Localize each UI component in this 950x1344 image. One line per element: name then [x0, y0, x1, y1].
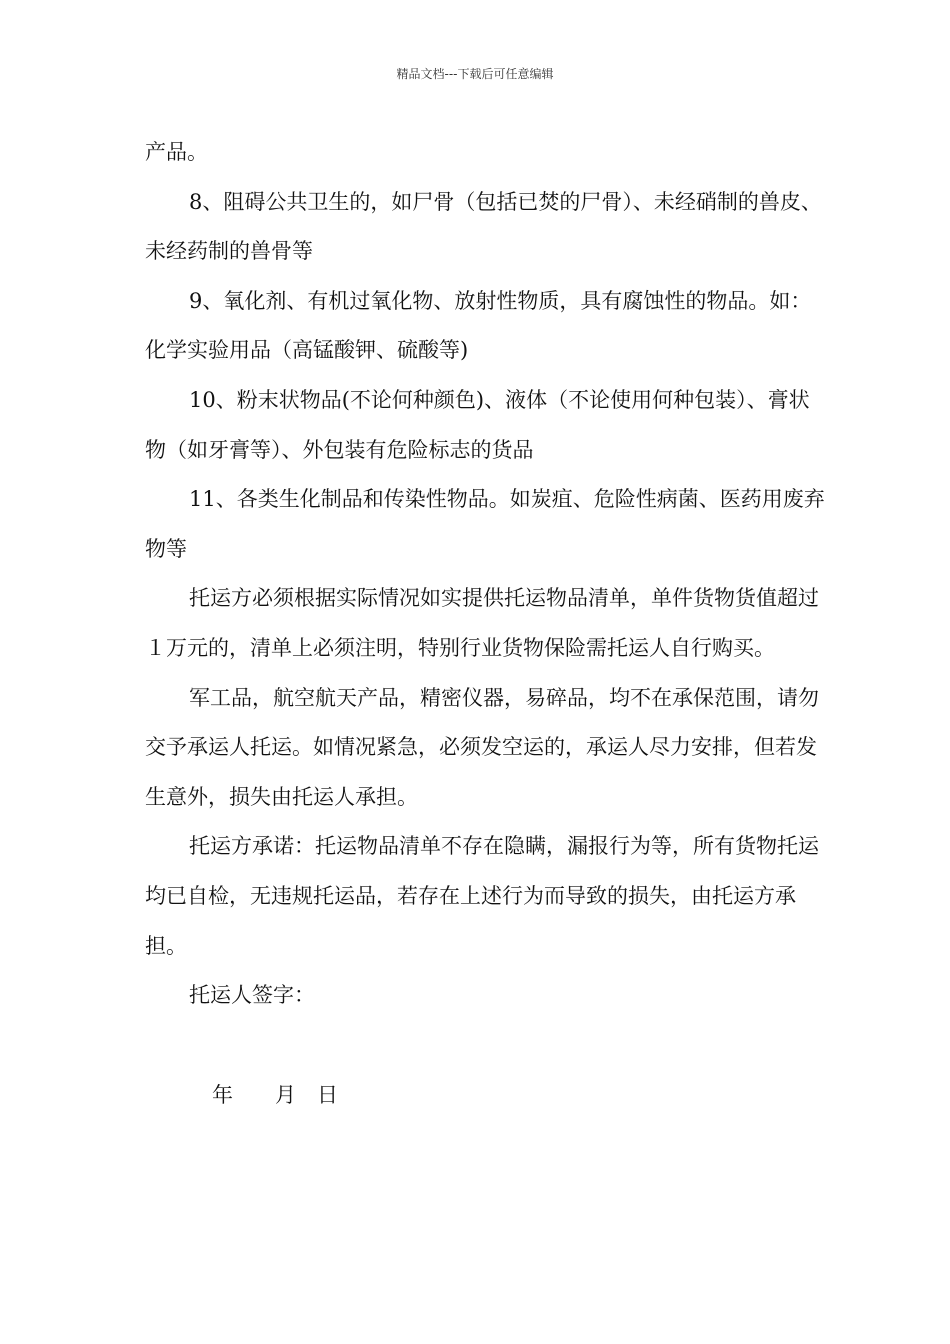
- paragraph-commitment: 托运方承诺：托运物品清单不存在隐瞒，漏报行为等，所有货物托运均已自检，无违规托运品，若存在上述行为而导致的损失，由托运方承担。: [145, 834, 819, 958]
- paragraph-item-9: 9、氧化剂、有机过氧化物、放射性物质，具有腐蚀性的物品。如：化学实验用品（高锰酸钾、硫酸等): [145, 288, 812, 363]
- document-body: [145, 128, 825, 1021]
- paragraph-exclusions: 军工品，航空航天产品，精密仪器，易碎品，均不在承保范围，请勿交予承运人托运。如情况紧急，必须发空运的，承运人尽力安排，但若发生意外，损失由托运人承担。: [145, 685, 819, 809]
- paragraph-continuation: 产品。: [145, 140, 208, 164]
- paragraph-item-11: 11、各类生化制品和传染性物品。如炭疽、危险性病菌、医药用废弃物等: [145, 487, 825, 561]
- signature-label: 托运人签字：: [189, 983, 315, 1008]
- date-line: 年 月 日: [212, 1083, 338, 1107]
- paragraph-item-8: 8、阻碍公共卫生的，如尸骨（包括已焚的尸骨）、未经硝制的兽皮、未经药制的兽骨等: [145, 189, 822, 264]
- paragraph-item-10: 10、粉末状物品(不论何种颜色)、液体（不论使用何种包装）、膏状物（如牙膏等）、外包装有危险标志的货品: [145, 387, 810, 462]
- page-header: 精品文档---下载后可任意编辑: [396, 67, 554, 81]
- paragraph-goods-list: 托运方必须根据实际情况如实提供托运物品清单，单件货物货值超过１万元的，清单上必须注明，特别行业货物保险需托运人自行购买。: [145, 586, 819, 660]
